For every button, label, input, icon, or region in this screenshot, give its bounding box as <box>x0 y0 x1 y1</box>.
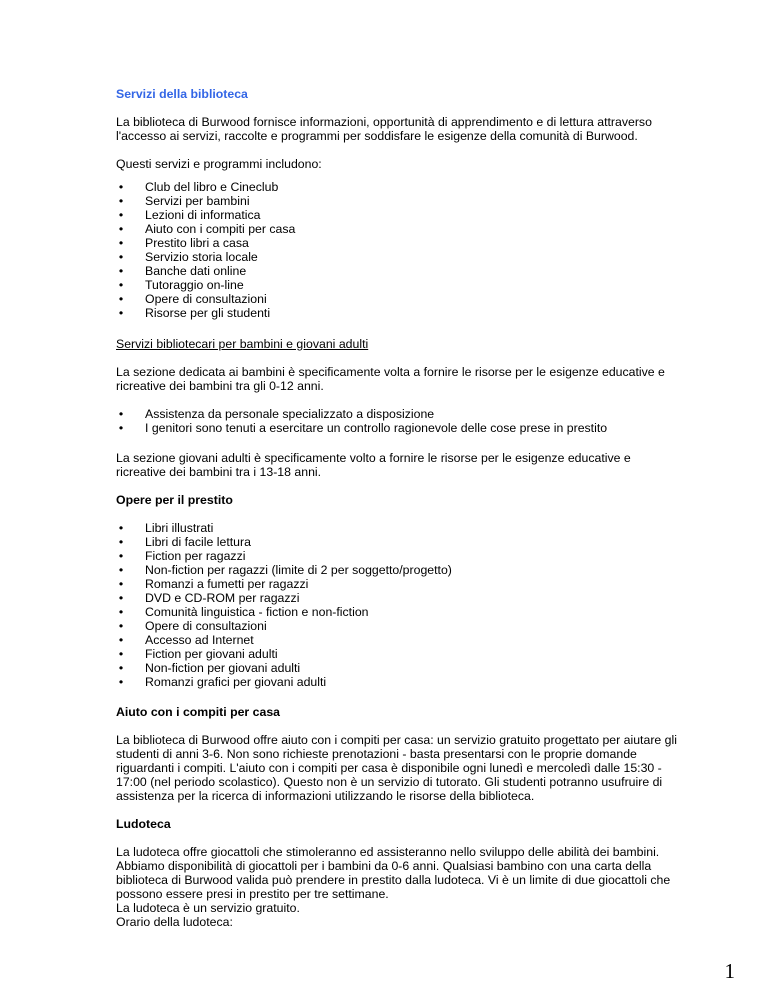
toy-line: biblioteca di Burwood valida può prendere in prestito dalla ludoteca. Vi è un limite di due giocattoli che <box>116 873 671 887</box>
homework-line: assistenza per la ricerca di informazioni utilizzando le risorse della biblioteca. <box>116 789 535 803</box>
bullet-icon: • <box>118 292 124 306</box>
toy-library-paragraph <box>116 845 670 929</box>
list-item <box>116 591 452 605</box>
bullet-icon: • <box>118 407 124 421</box>
list-item <box>116 535 452 549</box>
list-item-label: I genitori sono tenuti a esercitare un controllo ragionevole delle cose prese in prestito <box>145 421 608 435</box>
list-item-label: Prestito libri a casa <box>145 236 249 250</box>
bullet-icon: • <box>118 535 124 549</box>
homework-line: 17:00 (nel periodo scolastico). Questo non è un servizio di tutorato. Gli studenti potranno usufruire di <box>116 775 663 789</box>
bullet-icon: • <box>118 577 124 591</box>
services-list <box>116 180 295 320</box>
bullet-icon: • <box>118 605 124 619</box>
list-item <box>116 222 295 236</box>
bullet-icon: • <box>118 194 124 208</box>
list-item-label: Libri illustrati <box>145 521 214 535</box>
bullet-icon: • <box>118 521 124 535</box>
toy-library-heading: Ludoteca <box>116 817 171 831</box>
list-item-label: Libri di facile lettura <box>145 535 251 549</box>
bullet-icon: • <box>118 619 124 633</box>
intro-line: La biblioteca di Burwood fornisce informazioni, opportunità di apprendimento e di lettura attraverso <box>116 115 652 129</box>
list-item <box>116 306 295 320</box>
toy-line: Orario della ludoteca: <box>116 915 233 929</box>
bullet-icon: • <box>118 661 124 675</box>
bullet-icon: • <box>118 633 124 647</box>
homework-heading: Aiuto con i compiti per casa <box>116 705 280 719</box>
list-item-label: Assistenza da personale specializzato a disposizione <box>145 407 435 421</box>
list-item-label: Comunità linguistica - fiction e non-fiction <box>145 605 369 619</box>
list-item <box>116 633 452 647</box>
bullet-icon: • <box>118 675 124 689</box>
homework-line: riguardanti i compiti. L'aiuto con i compiti per casa è disponibile ogni lunedì e mercoledì dalle 15:30 - <box>116 761 662 775</box>
list-item <box>116 180 295 194</box>
bullet-icon: • <box>118 563 124 577</box>
list-item-label: Banche dati online <box>145 264 247 278</box>
bullet-icon: • <box>118 250 124 264</box>
bullet-icon: • <box>118 591 124 605</box>
list-item <box>116 605 452 619</box>
toy-line: La ludoteca offre giocattoli che stimoleranno ed assisteranno nello sviluppo delle abilità dei bambini. <box>116 845 660 859</box>
list-item <box>116 619 452 633</box>
bullet-icon: • <box>118 264 124 278</box>
list-item <box>116 563 452 577</box>
page-title: Servizi della biblioteca <box>116 87 248 101</box>
bullet-icon: • <box>118 180 124 194</box>
list-item <box>116 521 452 535</box>
list-item-label: Accesso ad Internet <box>145 633 254 647</box>
children-paragraph <box>116 365 665 393</box>
list-item-label: Lezioni di informatica <box>145 208 261 222</box>
list-item <box>116 675 452 689</box>
list-item <box>116 264 295 278</box>
intro-paragraph <box>116 115 652 143</box>
services-intro: Questi servizi e programmi includono: <box>116 157 322 171</box>
list-item <box>116 236 295 250</box>
list-item <box>116 407 607 421</box>
list-item <box>116 647 452 661</box>
list-item <box>116 208 295 222</box>
youth-line: ricreative dei bambini tra i 13-18 anni. <box>116 465 322 479</box>
children-services-heading: Servizi bibliotecari per bambini e giovani adulti <box>116 337 369 351</box>
bullet-icon: • <box>118 236 124 250</box>
list-item-label: Fiction per ragazzi <box>145 549 246 563</box>
list-item-label: Servizi per bambini <box>145 194 250 208</box>
list-item-label: Non-fiction per giovani adulti <box>145 661 301 675</box>
list-item <box>116 421 607 435</box>
bullet-icon: • <box>118 208 124 222</box>
homework-line: studenti di anni 3-6. Non sono richieste prenotazioni - basta presentarsi con le proprie domande <box>116 747 637 761</box>
children-line: ricreative dei bambini tra gli 0-12 anni. <box>116 379 324 393</box>
youth-line: La sezione giovani adulti è specificamente volto a fornire le risorse per le esigenze educative e <box>116 451 631 465</box>
list-item-label: Non-fiction per ragazzi (limite di 2 per soggetto/progetto) <box>145 563 452 577</box>
youth-paragraph <box>116 451 631 479</box>
list-item <box>116 250 295 264</box>
list-item <box>116 661 452 675</box>
list-item <box>116 278 295 292</box>
list-item-label: Fiction per giovani adulti <box>145 647 278 661</box>
list-item-label: Tutoraggio on-line <box>145 278 244 292</box>
list-item-label: Risorse per gli studenti <box>145 306 271 320</box>
bullet-icon: • <box>118 421 124 435</box>
list-item <box>116 549 452 563</box>
list-item <box>116 292 295 306</box>
toy-line: possono essere presi in prestito per tre settimane. <box>116 887 389 901</box>
bullet-icon: • <box>118 647 124 661</box>
homework-line: La biblioteca di Burwood offre aiuto con i compiti per casa: un servizio gratuito progettato per aiutare gli <box>116 733 677 747</box>
list-item-label: Opere di consultazioni <box>145 292 267 306</box>
loans-list <box>116 521 452 689</box>
list-item <box>116 577 452 591</box>
toy-line: La ludoteca è un servizio gratuito. <box>116 901 300 915</box>
children-line: La sezione dedicata ai bambini è specificamente volta a fornire le risorse per le esigenze educative e <box>116 365 665 379</box>
list-item-label: Aiuto con i compiti per casa <box>145 222 296 236</box>
bullet-icon: • <box>118 306 124 320</box>
page-number: 1 <box>724 959 735 983</box>
children-list <box>116 407 607 435</box>
bullet-icon: • <box>118 278 124 292</box>
toy-line: Abbiamo disponibilità di giocattoli per i bambini da 0-6 anni. Qualsiasi bambino con una carta della <box>116 859 652 873</box>
list-item-label: Club del libro e Cineclub <box>145 180 279 194</box>
loans-heading: Opere per il prestito <box>116 493 233 507</box>
bullet-icon: • <box>118 549 124 563</box>
bullet-icon: • <box>118 222 124 236</box>
list-item-label: Romanzi a fumetti per ragazzi <box>145 577 309 591</box>
list-item-label: Opere di consultazioni <box>145 619 267 633</box>
list-item-label: Romanzi grafici per giovani adulti <box>145 675 327 689</box>
list-item <box>116 194 295 208</box>
list-item-label: DVD e CD-ROM per ragazzi <box>145 591 300 605</box>
intro-line: l'accesso ai servizi, raccolte e programmi per soddisfare le esigenze della comunità di Burwood. <box>116 129 638 143</box>
list-item-label: Servizio storia locale <box>145 250 258 264</box>
homework-paragraph <box>116 733 677 803</box>
